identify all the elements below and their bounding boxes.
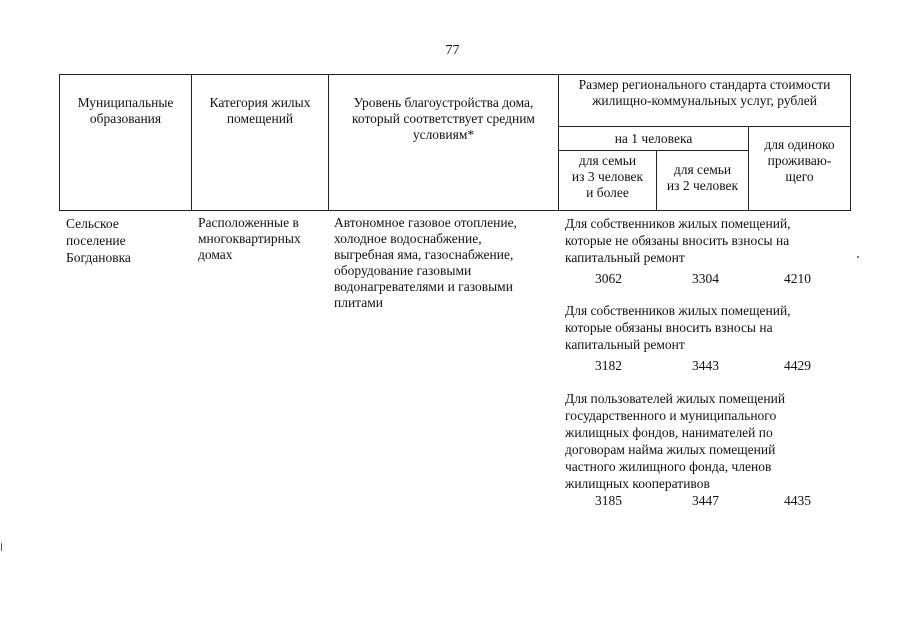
group-label-line: Для собственников жилых помещений, xyxy=(565,216,791,231)
header-family3-line: и более xyxy=(586,185,629,200)
header-municipality: Муниципальные образования xyxy=(60,75,192,211)
row-level-line: Автономное газовое отопление, xyxy=(334,215,517,230)
group-label-line: капитальный ремонт xyxy=(565,337,685,352)
value-family3: 3062 xyxy=(595,271,622,286)
value-single: 4210 xyxy=(784,271,811,286)
header-per-person: на 1 человека xyxy=(559,127,749,151)
group-label-line: договорам найма жилых помещений xyxy=(565,442,776,457)
header-family2 xyxy=(657,151,749,211)
group-values xyxy=(565,492,850,512)
row-category-line: Расположенные в xyxy=(198,215,299,230)
group-owners-obliged xyxy=(565,302,850,377)
group-label-line: Для пользователей жилых помещений xyxy=(565,391,786,406)
group-label-line: государственного и муниципального xyxy=(565,408,777,423)
value-single: 4429 xyxy=(784,358,811,373)
header-level: Уровень благоустройства дома, который соответствует средним условиям* xyxy=(329,75,559,211)
row-level-line: холодное водоснабжение, xyxy=(334,231,482,246)
row-municipality-line: Богдановка xyxy=(66,250,131,265)
row-level-line: водонагревателями и газовыми xyxy=(334,279,513,294)
row-groups xyxy=(565,215,850,512)
row-category-line: многоквартирных xyxy=(198,231,301,246)
header-single-line: для одиноко xyxy=(764,137,835,152)
group-tenants xyxy=(565,390,850,512)
row-municipality-line: Сельское xyxy=(66,216,119,231)
header-family3-line: из 3 человек xyxy=(571,169,644,184)
header-family2-line: для семьи xyxy=(673,162,732,177)
header-single-line: щего xyxy=(785,169,814,184)
page-number: 77 xyxy=(445,43,460,58)
group-label-line: Для собственников жилых помещений, xyxy=(565,303,791,318)
group-label-line: которые обязаны вносить взносы на xyxy=(565,320,773,335)
group-values xyxy=(565,357,850,377)
row-level-line: оборудование газовыми xyxy=(334,263,472,278)
header-table xyxy=(59,74,851,211)
value-family3: 3185 xyxy=(595,493,622,508)
header-family3-line: для семьи xyxy=(578,153,637,168)
row-category xyxy=(198,215,318,263)
row-municipality xyxy=(66,215,181,266)
value-family2: 3447 xyxy=(692,493,719,508)
scan-speck xyxy=(857,256,859,258)
value-family3: 3182 xyxy=(595,358,622,373)
header-family3 xyxy=(559,151,657,211)
scan-speck xyxy=(1,543,2,551)
value-family2: 3443 xyxy=(692,358,719,373)
header-single xyxy=(749,127,851,211)
row-level-line: плитами xyxy=(334,295,384,310)
row-level xyxy=(334,215,556,311)
group-label-line: жилищных кооперативов xyxy=(565,476,710,491)
group-label-line: которые не обязаны вносить взносы на xyxy=(565,233,790,248)
header-family2-line: из 2 человек xyxy=(666,178,739,193)
value-family2: 3304 xyxy=(692,271,719,286)
row-category-line: домах xyxy=(198,247,233,262)
group-values xyxy=(565,270,850,290)
group-owners-not-obliged xyxy=(565,215,850,290)
header-category: Категория жилых помещений xyxy=(192,75,329,211)
group-label-line: жилищных фондов, нанимателей по xyxy=(565,425,773,440)
group-label-line: капитальный ремонт xyxy=(565,250,685,265)
value-single: 4435 xyxy=(784,493,811,508)
row-level-line: выгребная яма, газоснабжение, xyxy=(334,247,514,262)
group-label-line: частного жилищного фонда, членов xyxy=(565,459,772,474)
header-standard: Размер регионального стандарта стоимости жилищно-коммунальных услуг, рублей xyxy=(559,75,851,127)
row-municipality-line: поселение xyxy=(66,233,126,248)
header-single-line: проживаю- xyxy=(767,153,832,168)
